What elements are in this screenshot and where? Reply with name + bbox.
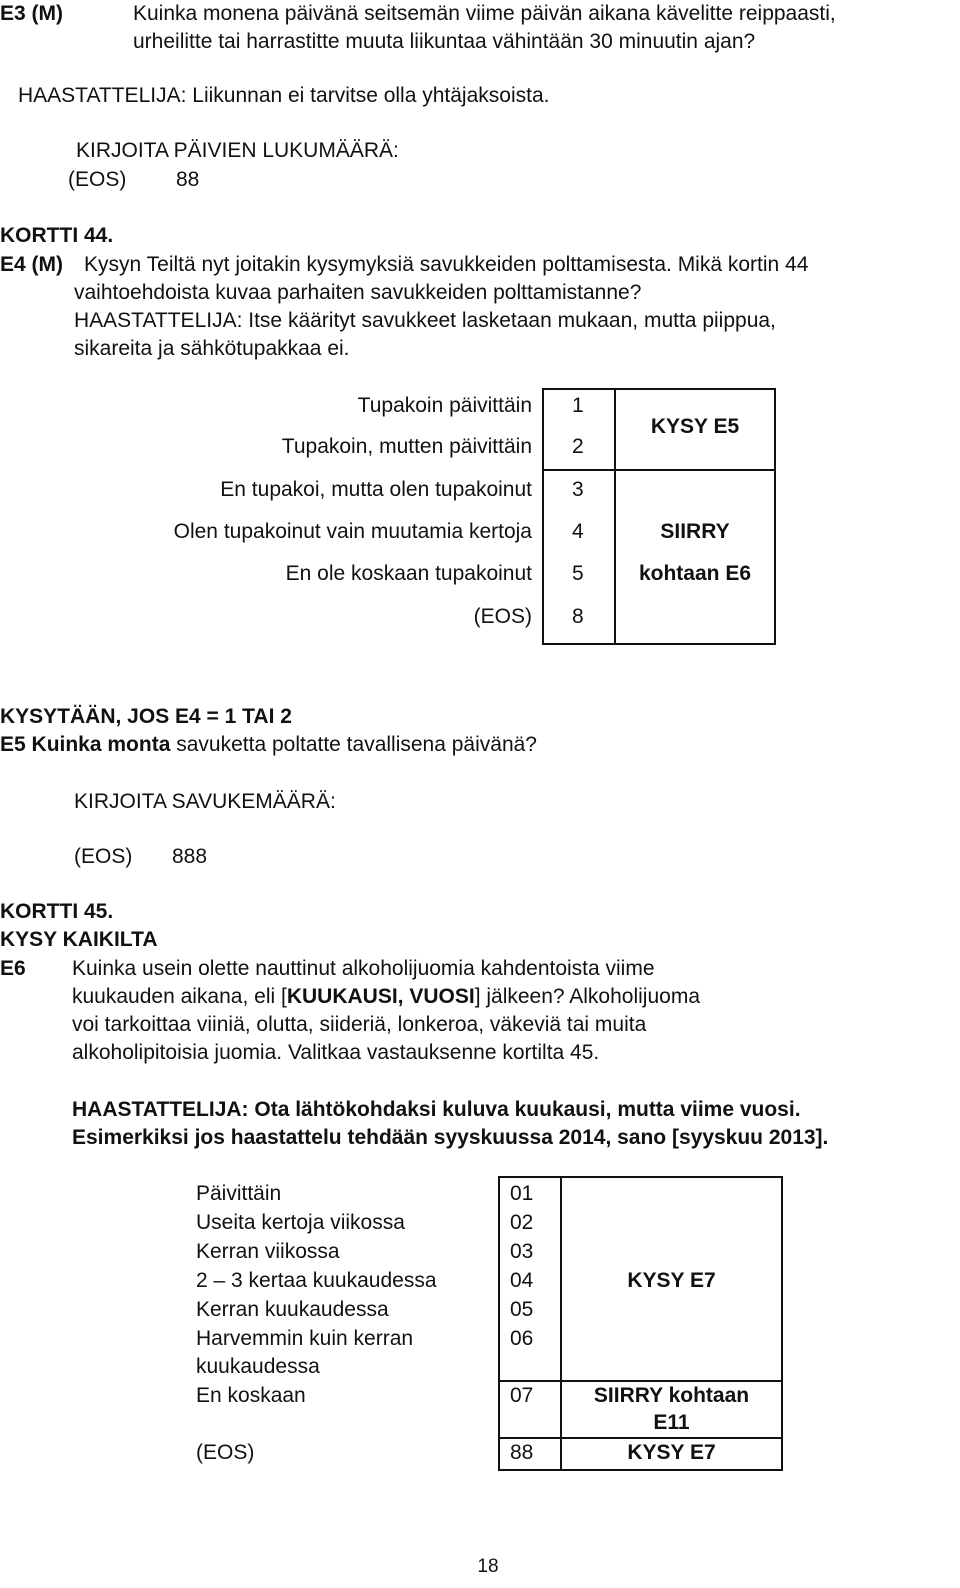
e5-question-rest: savuketta poltatte tavallisena päivänä? <box>176 733 537 756</box>
e4-option-code: 5 <box>572 562 584 585</box>
e5-condition: KYSYTÄÄN, JOS E4 = 1 TAI 2 <box>0 705 292 728</box>
e5-eos-code: 888 <box>172 845 208 868</box>
e6-option-label: Päivittäin <box>196 1182 282 1205</box>
ask-all-heading: KYSY KAIKILTA <box>0 928 158 951</box>
e6-question-line2 <box>72 983 700 1011</box>
e3-eos-code: 88 <box>176 168 200 191</box>
e6-line2-bold: KUUKAUSI, VUOSI <box>286 985 475 1008</box>
e6-routing-eos: KYSY E7 <box>627 1441 716 1464</box>
grid-divider <box>542 469 776 471</box>
card-45-heading: KORTTI 45. <box>0 900 114 923</box>
e5-question-bold: Kuinka monta <box>31 733 171 756</box>
e4-interviewer-note-line2: sikareita ja sähkötupakkaa ei. <box>74 337 350 360</box>
e6-line2-pre: kuukauden aikana, eli [ <box>72 985 287 1008</box>
e6-option-label: 2 – 3 kertaa kuukaudessa <box>196 1269 437 1292</box>
question-code-e5: E5 <box>0 733 26 756</box>
e6-question-line4: alkoholipitoisia juomia. Valitkaa vastauksenne kortilta 45. <box>72 1041 600 1064</box>
e6-option-label: Useita kertoja viikossa <box>196 1211 405 1234</box>
e6-interviewer-line1: HAASTATTELIJA: Ota lähtökohdaksi kuluva kuukausi, mutta viime vuosi. <box>72 1098 801 1121</box>
e4-routing-skip-line1: SIIRRY <box>660 520 730 543</box>
e3-interviewer-note <box>18 82 549 110</box>
e6-line2-post: ] jälkeen? Alkoholijuoma <box>474 985 700 1008</box>
e6-option-label: (EOS) <box>196 1441 255 1464</box>
e4-option-label: En tupakoi, mutta olen tupakoinut <box>220 478 532 501</box>
e6-option-code: 07 <box>510 1384 534 1407</box>
e6-option-label: Kerran kuukaudessa <box>196 1298 389 1321</box>
e4-option-code: 8 <box>572 605 584 628</box>
question-code-e3: E3 (M) <box>0 2 63 25</box>
e3-question-line1: Kuinka monena päivänä seitsemän viime päivän aikana kävelitte reippaasti, <box>133 2 836 25</box>
interviewer-label: HAASTATTELIJA: <box>18 84 187 107</box>
question-code-e6: E6 <box>0 957 26 980</box>
e4-question-line1: Kysyn Teiltä nyt joitakin kysymyksiä savukkeiden polttamisesta. Mikä kortin 44 <box>84 253 809 276</box>
e6-option-label: Harvemmin kuin kerran <box>196 1327 414 1350</box>
e4-option-code: 1 <box>572 394 584 417</box>
e5-question <box>0 731 537 759</box>
interviewer-text: Itse käärityt savukkeet lasketaan mukaan, mutta piippua, <box>248 309 776 332</box>
e6-option-label-cont: kuukaudessa <box>196 1355 320 1378</box>
e3-question-line2: urheilitte tai harrastitte muuta liikuntaa vähintään 30 minuutin ajan? <box>133 30 756 53</box>
e3-write-instruction: KIRJOITA PÄIVIEN LUKUMÄÄRÄ: <box>76 139 399 162</box>
e6-option-code: 01 <box>510 1182 534 1205</box>
e4-routing-ask: KYSY E5 <box>650 415 740 438</box>
e6-option-code: 88 <box>510 1441 534 1464</box>
e4-option-code: 4 <box>572 520 584 543</box>
e4-option-code: 3 <box>572 478 584 501</box>
e6-routing-ask: KYSY E7 <box>627 1269 716 1292</box>
e6-routing-skip-line1: SIIRRY kohtaan <box>593 1384 750 1407</box>
e6-option-label: Kerran viikossa <box>196 1240 340 1263</box>
e6-interviewer-line2: Esimerkiksi jos haastattelu tehdään syyskuussa 2014, sano [syyskuu 2013]. <box>72 1126 829 1149</box>
e4-option-label: Olen tupakoinut vain muutamia kertoja <box>173 520 532 543</box>
e4-question-line2: vaihtoehdoista kuvaa parhaiten savukkeiden polttamistanne? <box>74 281 642 304</box>
e3-eos-label: (EOS) <box>68 168 127 191</box>
e6-option-label: En koskaan <box>196 1384 306 1407</box>
e4-option-label: Tupakoin, mutten päivittäin <box>281 435 532 458</box>
e6-option-code: 06 <box>510 1327 534 1350</box>
card-44-heading: KORTTI 44. <box>0 224 114 247</box>
e6-option-code: 03 <box>510 1240 534 1263</box>
e6-option-code: 05 <box>510 1298 534 1321</box>
e6-question-line3: voi tarkoittaa viiniä, olutta, siideriä, lonkeroa, väkeviä tai muita <box>72 1013 647 1036</box>
interviewer-label: HAASTATTELIJA: <box>74 309 243 332</box>
e6-option-code: 04 <box>510 1269 534 1292</box>
e5-write-instruction: KIRJOITA SAVUKEMÄÄRÄ: <box>74 790 336 813</box>
question-code-e4: E4 (M) <box>0 253 63 276</box>
e4-interviewer-note-line1 <box>74 307 776 335</box>
e6-option-code: 02 <box>510 1211 534 1234</box>
e5-eos-label: (EOS) <box>74 845 133 868</box>
e4-routing-skip-line2: kohtaan E6 <box>638 562 752 585</box>
interviewer-text: Liikunnan ei tarvitse olla yhtäjaksoista. <box>192 84 550 107</box>
e6-routing-skip-line2: E11 <box>653 1411 690 1434</box>
e4-option-code: 2 <box>572 435 584 458</box>
e4-option-label: En ole koskaan tupakoinut <box>285 562 532 585</box>
e4-option-label: Tupakoin päivittäin <box>357 394 532 417</box>
e6-question-line1: Kuinka usein olette nauttinut alkoholijuomia kahdentoista viime <box>72 957 655 980</box>
e4-option-label: (EOS) <box>473 605 532 628</box>
page-number: 18 <box>477 1556 499 1577</box>
